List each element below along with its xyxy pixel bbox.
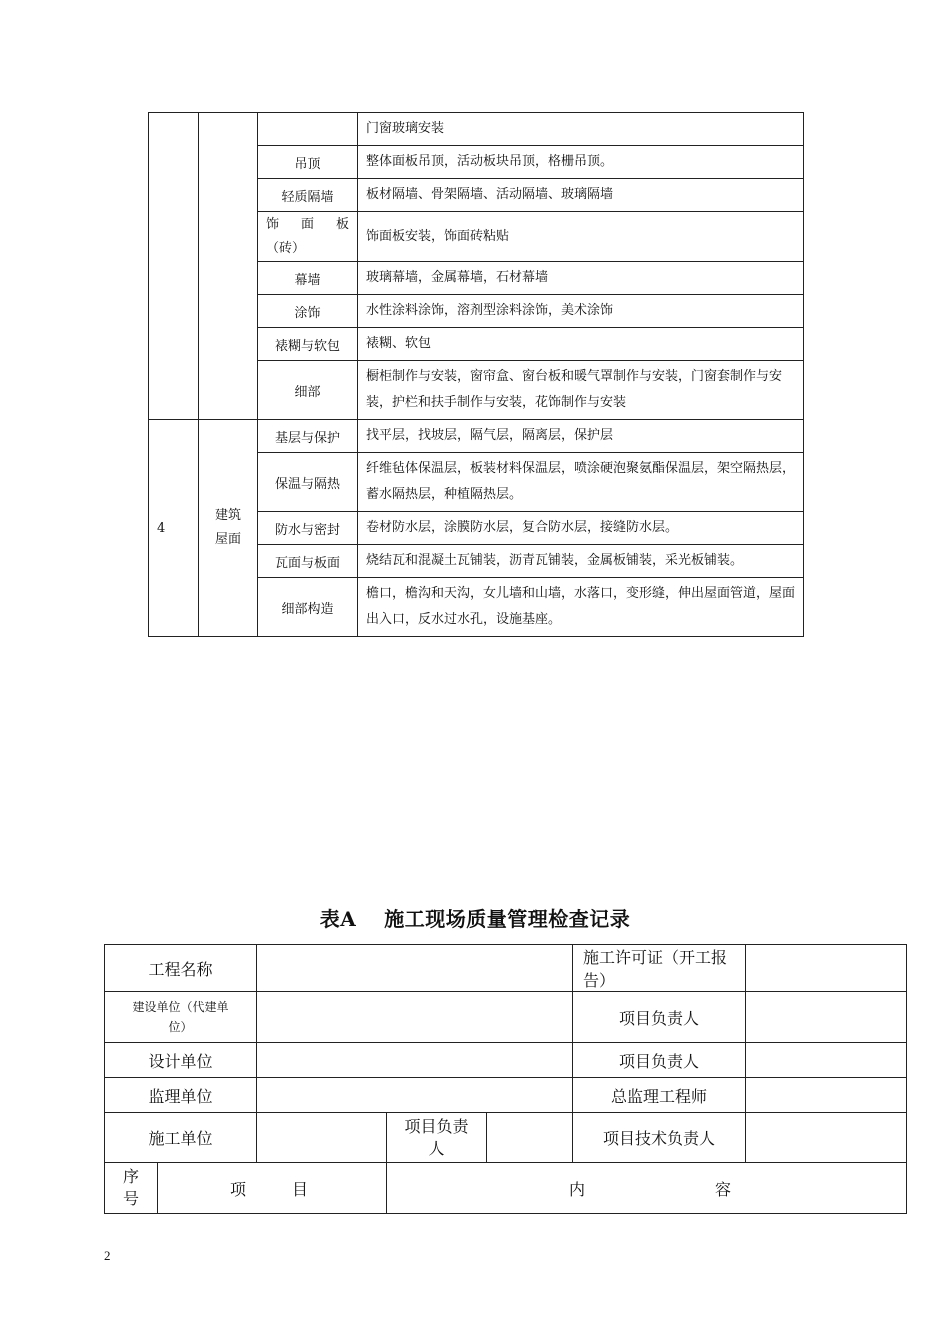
item-spaced-text xyxy=(258,213,357,237)
form-row xyxy=(105,1078,907,1113)
construction-field[interactable] xyxy=(257,1113,387,1163)
tech-lead-field[interactable] xyxy=(746,1113,907,1163)
supervision-field[interactable] xyxy=(257,1078,573,1113)
item-cell: 细部构造 xyxy=(258,578,358,637)
builder-lead-field[interactable] xyxy=(746,992,907,1043)
permit-field[interactable] xyxy=(746,945,907,992)
form-row xyxy=(105,1043,907,1078)
construction-items-table xyxy=(148,112,804,637)
item-cell: 幕墙 xyxy=(258,262,358,295)
seq-header-line: 号 xyxy=(122,1189,139,1208)
form-header-row xyxy=(105,1163,907,1214)
item-line2: （砖） xyxy=(266,240,306,256)
content-cell: 卷材防水层，涂膜防水层，复合防水层，接缝防水层。 xyxy=(358,512,804,545)
project-name-field[interactable] xyxy=(257,945,573,992)
form-title-prefix: 表A xyxy=(319,907,357,931)
content-header-char: 内 xyxy=(569,1179,586,1199)
content-cell: 裱糊、软包 xyxy=(358,328,804,361)
design-field[interactable] xyxy=(257,1043,573,1078)
item-cell: 基层与保护 xyxy=(258,420,358,453)
page-number: 2 xyxy=(104,1248,111,1263)
content-cell: 檐口，檐沟和天沟，女儿墙和山墙，水落口，变形缝，伸出屋面管道，屋面出入口，反水过水孔，设施基座。 xyxy=(358,578,804,637)
form-row xyxy=(105,992,907,1043)
project-name-label: 工程名称 xyxy=(105,945,257,992)
builder-field[interactable] xyxy=(257,992,573,1043)
content-cell: 饰面板安装，饰面砖粘贴 xyxy=(358,212,804,262)
item-char: 饰 xyxy=(266,216,280,232)
content-cell: 门窗玻璃安装 xyxy=(358,113,804,146)
item-char: 板 xyxy=(335,216,349,232)
item-header xyxy=(158,1163,387,1214)
content-cell: 水性涂料涂饰，溶剂型涂料涂饰，美术涂饰 xyxy=(358,295,804,328)
chief-supervisor-label: 总监理工程师 xyxy=(573,1078,746,1113)
permit-label: 施工许可证（开工报告） xyxy=(573,945,746,992)
builder-label-line: 位） xyxy=(168,1020,193,1034)
design-label: 设计单位 xyxy=(105,1043,257,1078)
content-header-char: 容 xyxy=(715,1179,732,1199)
form-row xyxy=(105,945,907,992)
content-cell: 橱柜制作与安装，窗帘盒、窗台板和暖气罩制作与安装，门窗套制作与安装，护栏和扶手制作与安装，花饰制作与安装 xyxy=(358,361,804,420)
tech-lead-label: 项目技术负责人 xyxy=(573,1113,746,1163)
item-cell xyxy=(258,212,358,262)
seq-header xyxy=(105,1163,158,1214)
builder-lead-label: 项目负责人 xyxy=(573,992,746,1043)
item-cell: 涂饰 xyxy=(258,295,358,328)
design-lead-field[interactable] xyxy=(746,1043,907,1078)
item-char: 面 xyxy=(300,216,314,232)
item-cell: 防水与密封 xyxy=(258,512,358,545)
content-cell: 找平层，找坡层，隔气层，隔离层，保护层 xyxy=(358,420,804,453)
group-name-cell xyxy=(199,420,258,637)
content-cell: 整体面板吊顶，活动板块吊顶，格栅吊顶。 xyxy=(358,146,804,179)
content-cell: 纤维毡体保温层，板装材料保温层，喷涂硬泡聚氨酯保温层，架空隔热层，蓄水隔热层，种植隔热层。 xyxy=(358,453,804,512)
item-cell: 吊顶 xyxy=(258,146,358,179)
content-header xyxy=(387,1163,907,1214)
item-header-text xyxy=(158,1177,386,1200)
item-cell: 轻质隔墙 xyxy=(258,179,358,212)
form-title xyxy=(0,903,950,932)
content-cell: 玻璃幕墙，金属幕墙，石材幕墙 xyxy=(358,262,804,295)
construction-label: 施工单位 xyxy=(105,1113,257,1163)
seq-header-line: 序 xyxy=(122,1167,139,1186)
item-cell: 瓦面与板面 xyxy=(258,545,358,578)
table-row xyxy=(149,420,804,453)
construction-lead-line: 项目负责 xyxy=(404,1116,469,1136)
group-number-cell: 4 xyxy=(149,420,199,637)
form-row xyxy=(105,1113,907,1163)
content-header-text xyxy=(387,1177,906,1200)
content-cell: 烧结瓦和混凝土瓦铺装，沥青瓦铺装，金属板铺装，采光板铺装。 xyxy=(358,545,804,578)
group-name-cell xyxy=(199,113,258,420)
chief-supervisor-field[interactable] xyxy=(746,1078,907,1113)
design-lead-label: 项目负责人 xyxy=(573,1043,746,1078)
group-name-line: 屋面 xyxy=(214,532,241,547)
group-number-cell xyxy=(149,113,199,420)
item-header-char: 项 xyxy=(230,1179,247,1199)
supervision-label: 监理单位 xyxy=(105,1078,257,1113)
construction-lead-line: 人 xyxy=(428,1138,445,1158)
item-cell xyxy=(258,113,358,146)
table-row xyxy=(149,113,804,146)
form-title-text: 施工现场质量管理检查记录 xyxy=(384,907,631,931)
construction-lead-label xyxy=(387,1113,487,1163)
item-header-char: 目 xyxy=(292,1179,309,1199)
item-cell: 细部 xyxy=(258,361,358,420)
group-name-line: 建筑 xyxy=(214,508,241,523)
construction-lead-field[interactable] xyxy=(487,1113,573,1163)
item-cell: 裱糊与软包 xyxy=(258,328,358,361)
content-cell: 板材隔墙、骨架隔墙、活动隔墙、玻璃隔墙 xyxy=(358,179,804,212)
builder-label-line: 建设单位（代建单 xyxy=(132,1000,229,1014)
builder-label xyxy=(105,992,257,1043)
item-cell: 保温与隔热 xyxy=(258,453,358,512)
quality-inspection-form xyxy=(104,944,907,1214)
